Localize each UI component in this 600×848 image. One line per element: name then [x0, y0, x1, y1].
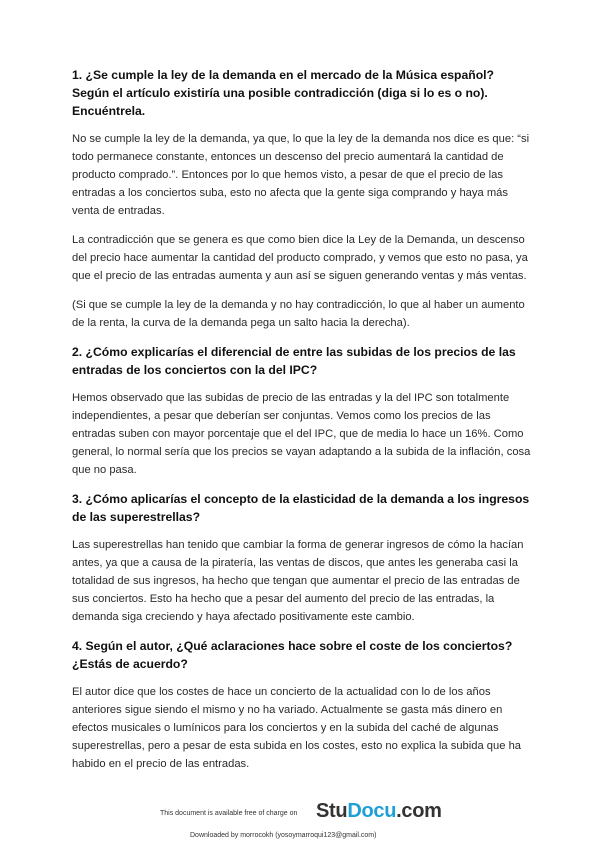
availability-notice: This document is available free of charge on	[160, 810, 298, 817]
section-1	[72, 66, 532, 332]
answer-4-paragraph-1: El autor dice que los costes de hace un concierto de la actualidad con lo de los años anteriores sigue siendo el mismo y no ha variado. Actualmente se gasta más dinero en efectos musicales o lumínicos para los conciertos y en la subida del caché de algunas superestrellas, pero a pesar de esta subida en los costes, esto no explica la subida que ha habido en el precio de las entradas.	[72, 686, 522, 770]
section-3	[72, 490, 532, 626]
answer-1-paragraph-1: No se cumple la ley de la demanda, ya que, lo que la ley de la demanda nos dice es que: “si todo permanece constante, entonces un descenso del precio aumentará la cantidad de producto comprado.”. Entonces por lo que hemos visto, a pesar de que el precio de las entradas a los conciertos suba, esto no afecta que la gente siga comprando y haya más venta de entradas.	[72, 133, 530, 217]
answer-3-paragraph-1: Las superestrellas han tenido que cambiar la forma de generar ingresos de cómo la hacían antes, ya que a causa de la piratería, las ventas de discos, que antes les generaba casi la totalidad de sus ingresos, ha hecho que tengan que aumentar el precio de las entradas de sus conciertos. Esto ha hecho que a pesar del aumento del precio de las entradas, la demanda siga creciendo y haya afectado positivamente este cambio.	[72, 539, 524, 623]
question-1: 1. ¿Se cumple la ley de la demanda en el mercado de la Música español? Según el artículo existiría una posible contradicción (diga si lo es o no). Encuéntrela.	[72, 68, 494, 118]
logo-com-text: .com	[396, 800, 442, 822]
question-2: 2. ¿Cómo explicarías el diferencial de entre las subidas de los precios de las entradas de los conciertos con la del IPC?	[72, 345, 516, 377]
answer-1-paragraph-2: La contradicción que se genera es que como bien dice la Ley de la Demanda, un descenso del precio hace aumentar la cantidad del producto comprado, y vemos que esto no pasa, ya que el precio de las entradas aumenta y aun así se siguen generando ventas y más ventas.	[72, 234, 528, 282]
section-2	[72, 343, 532, 479]
question-4: 4. Según el autor, ¿Qué aclaraciones hace sobre el coste de los conciertos? ¿Estás de acuerdo?	[72, 639, 513, 671]
document-body	[72, 66, 532, 784]
studocu-logo[interactable]	[316, 800, 442, 823]
logo-docu-text: Docu	[347, 800, 397, 822]
answer-1-paragraph-3: (Si que se cumple la ley de la demanda y no hay contradicción, lo que al haber un aumento de la renta, la curva de la demanda pega un salto hacia la derecha).	[72, 299, 525, 329]
question-3: 3. ¿Cómo aplicarías el concepto de la elasticidad de la demanda a los ingresos de las superestrellas?	[72, 492, 530, 524]
section-4	[72, 637, 532, 773]
answer-2-paragraph-1: Hemos observado que las subidas de precio de las entradas y la del IPC son totalmente independientes, a pesar que deberían ser conjuntas. Vemos como los precios de las entradas suben con mayor porcentaje que el del IPC, que de media lo hace un 16%. Como general, lo normal sería que los precios se vayan adaptando a la subida de la inflación, cosa que no pasa.	[72, 392, 531, 476]
downloaded-by-notice: Downloaded by morrocokh (yosoymarroqui123@gmail.com)	[190, 832, 377, 839]
logo-stu-text: Stu	[316, 800, 348, 822]
